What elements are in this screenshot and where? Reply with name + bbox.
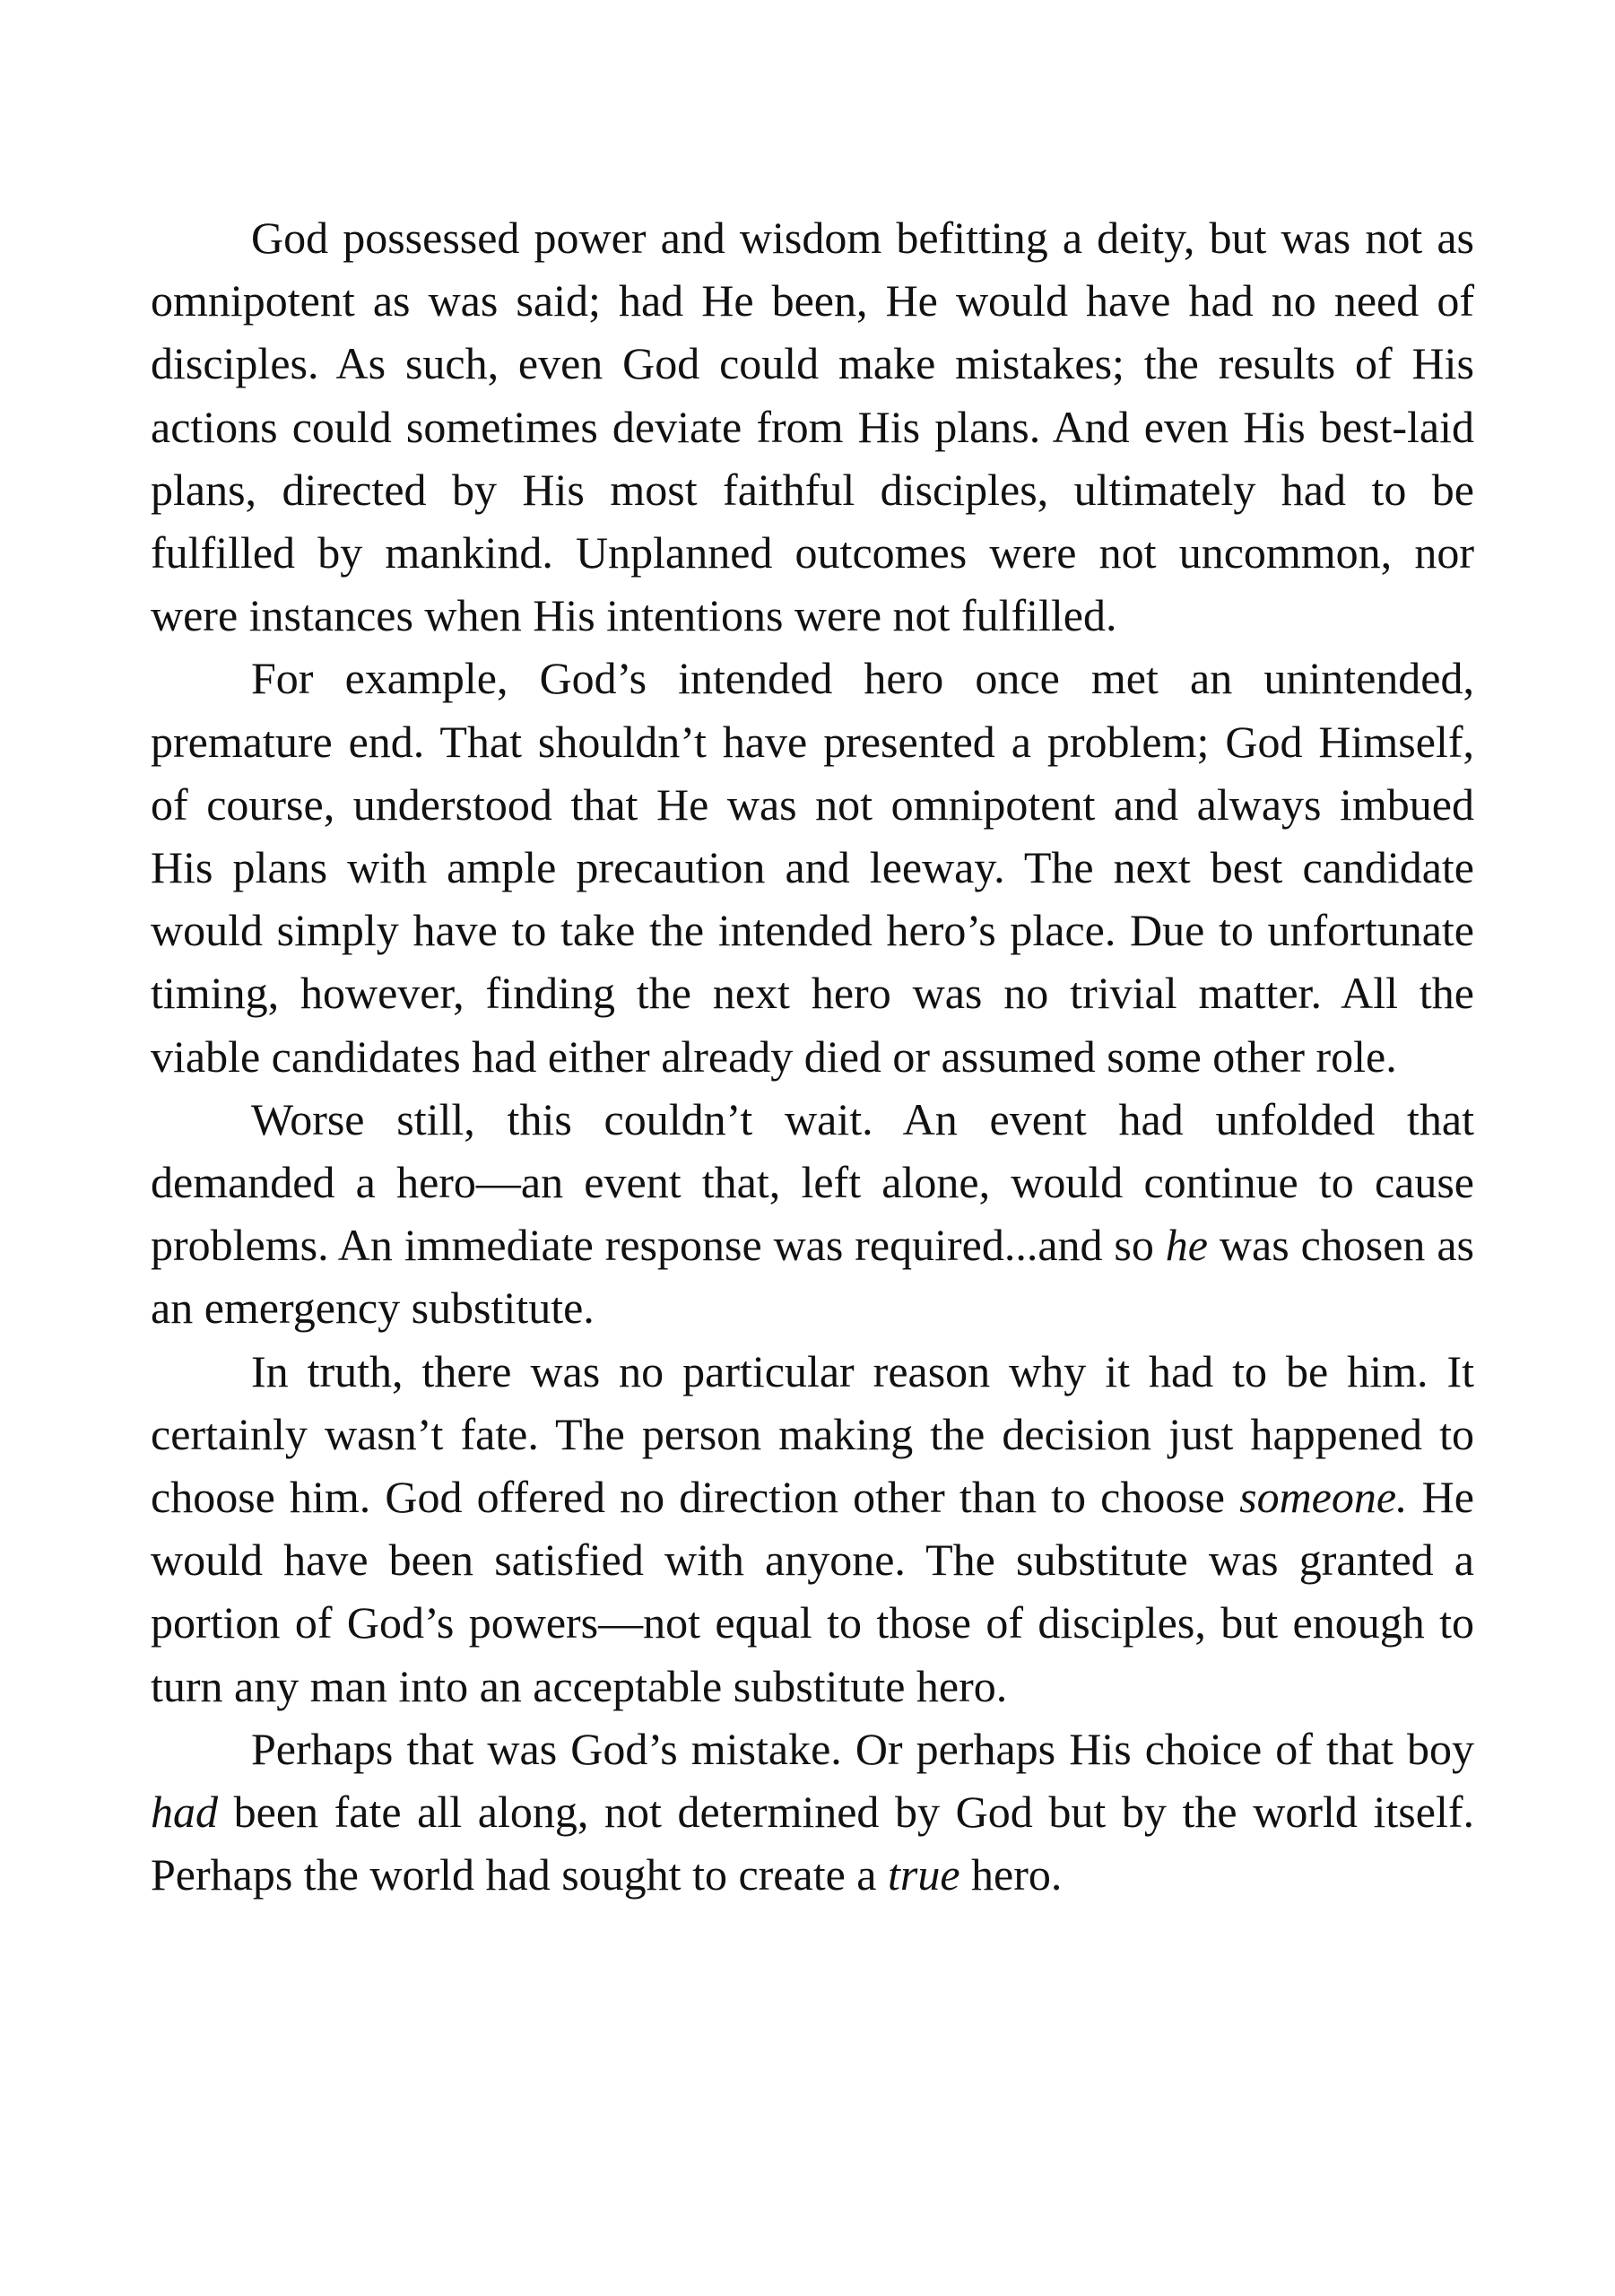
paragraph-1-text: God possessed power and wisdom befitting a deity, but was not as omnipotent as was said; had He been, He would have had no need of disciples. As such, even God could make mistakes; the results of His actions could sometimes deviate from His plans. And even His best-laid plans, directed by His most faithful disciples, ultimately had to be fulfilled by mankind. Unplanned outcomes were not uncommon, nor were instances when His intentions were not fulfilled.: [151, 213, 1474, 641]
paragraph-3: [151, 1088, 1474, 1340]
paragraph-4-emphasis: someone.: [1239, 1472, 1408, 1523]
paragraph-5-emphasis-b: true: [887, 1849, 960, 1900]
paragraph-3-text-b: was chosen as an emergency substitute.: [151, 1220, 1474, 1334]
paragraph-5-emphasis-a: had: [151, 1787, 218, 1838]
paragraph-3-emphasis: he: [1165, 1220, 1208, 1271]
paragraph-5-text-c: hero.: [959, 1849, 1063, 1900]
paragraph-3-text-a: Worse still, this couldn’t wait. An event had unfolded that demanded a hero—an event that, left alone, would continue to cause problems. An immediate response was required...and so: [151, 1093, 1474, 1271]
paragraph-1: [151, 206, 1474, 647]
paragraph-2: [151, 647, 1474, 1087]
paragraph-4-text-b: He would have been satisfied with anyone. The substitute was granted a portion of God’s powers—not equal to those of disciples, but enough to turn any man into an acceptable substitute hero.: [151, 1472, 1474, 1711]
body-text: [151, 206, 1474, 1906]
paragraph-4-text-a: In truth, there was no particular reason why it had to be him. It certainly wasn’t fate. The person making the decision just happened to choose him. God offered no direction other than to choose: [151, 1345, 1474, 1523]
paragraph-4: [151, 1340, 1474, 1718]
paragraph-5-text-b: been fate all along, not determined by God but by the world itself. Perhaps the world had sought to create a: [151, 1787, 1474, 1900]
paragraph-2-text: For example, God’s intended hero once met an unintended, premature end. That shouldn’t have presented a problem; God Himself, of course, understood that He was not omnipotent and always imbued His plans with ample precaution and leeway. The next best candidate would simply have to take the intended hero’s place. Due to unfortunate timing, however, finding the next hero was no trivial matter. All the viable candidates had either already died or assumed some other role.: [151, 653, 1474, 1082]
paragraph-5: [151, 1718, 1474, 1907]
paragraph-5-text-a: Perhaps that was God’s mistake. Or perhaps His choice of that boy: [251, 1723, 1474, 1774]
